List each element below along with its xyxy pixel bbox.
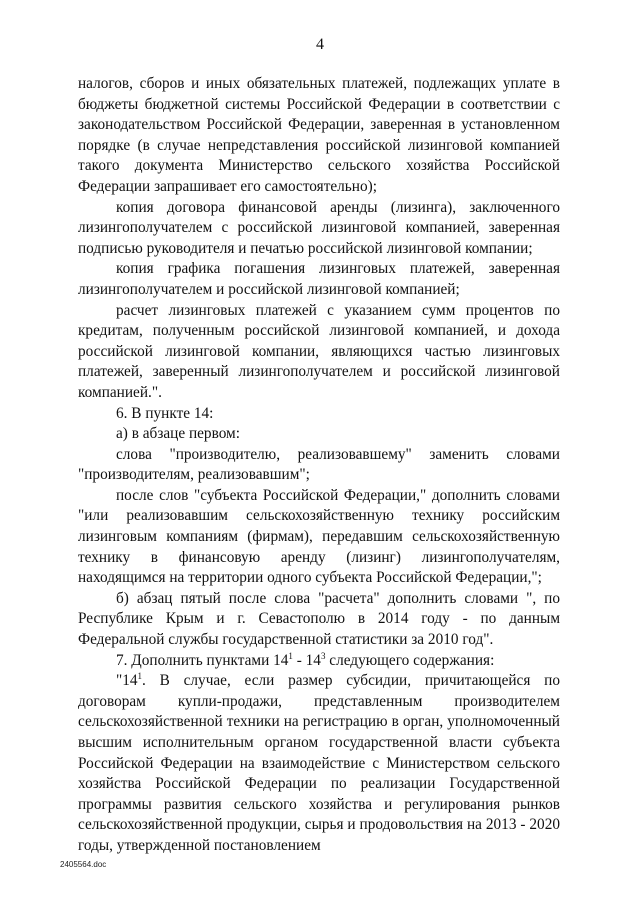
paragraph: после слов "субъекта Российской Федерации," дополнить словами "или реализовавшим сельскохозяйственную технику российским лизинговым компаниям (фирмам), передавшим сельскохозяйственную технику в финансовую аренду (лизинг) лизингополучателям, находящимся на территории одного субъекта Российской Федерации,";	[78, 486, 560, 587]
superscript: 1	[288, 650, 293, 661]
paragraph: налогов, сборов и иных обязательных платежей, подлежащих уплате в бюджеты бюджетной системы Российской Федерации в соответствии с законодательством Российской Федерации, заверенная в установленном порядке (в случае непредставления российской лизинговой компанией такого документа Министерство сельского хозяйства Российской Федерации запрашивает его самостоятельно);	[78, 75, 560, 195]
paragraph: 6. В пункте 14:	[116, 404, 214, 422]
paragraph: б) абзац пятый после слова "расчета" дополнить словами ", по Республике Крым и г. Севастополю в 2014 году - по данным Федеральной службы государственной статистики за 2010 год".	[78, 589, 560, 649]
paragraph: а) в абзаце первом:	[116, 425, 240, 443]
superscript: 1	[137, 671, 143, 682]
document-body	[78, 74, 560, 857]
paragraph-text: 7. Дополнить пунктами 14	[116, 651, 289, 669]
paragraph: слова "производителю, реализовавшему" заменить словами "производителям, реализовавшим";	[78, 445, 560, 484]
paragraph-text: следующего содержания:	[325, 651, 495, 669]
paragraph-text: "14	[116, 672, 138, 690]
paragraph-text: - 14	[292, 651, 321, 669]
paragraph	[78, 671, 560, 856]
superscript: 3	[320, 650, 326, 661]
paragraph: расчет лизинговых платежей с указанием сумм процентов по кредитам, полученным российской лизинговой компанией, и дохода российской лизинговой компании, являющихся частью лизинговых платежей, заверенный лизингополучателем и российской лизинговой компанией.".	[78, 301, 560, 401]
paragraph: копия графика погашения лизинговых платежей, заверенная лизингополучателем и российской лизинговой компанией;	[78, 260, 560, 298]
paragraph: копия договора финансовой аренды (лизинга), заключенного лизингополучателем с российской лизинговой компанией, заверенная подписью руководителя и печатью российской лизинговой компании;	[78, 198, 560, 257]
paragraph	[78, 651, 560, 672]
file-name-footer: 2405564.doc	[60, 860, 107, 869]
page-number: 4	[316, 36, 324, 53]
paragraph-text: . В случае, если размер субсидии, причитающейся по договорам купли-продажи, представленным производителем сельскохозяйственной техники на регистрацию в орган, уполномоченный высшим исполнительным органом государственной власти субъекта Российской Федерации на взаимодействие с Министерством сельского хозяйства Российской Федерации по реализации Государственной программы развития сельского хозяйства и регулирования рынков сельскохозяйственной продукции, сырья и продовольствия на 2013 - 2020 годы, утвержденной постановлением	[78, 672, 560, 854]
